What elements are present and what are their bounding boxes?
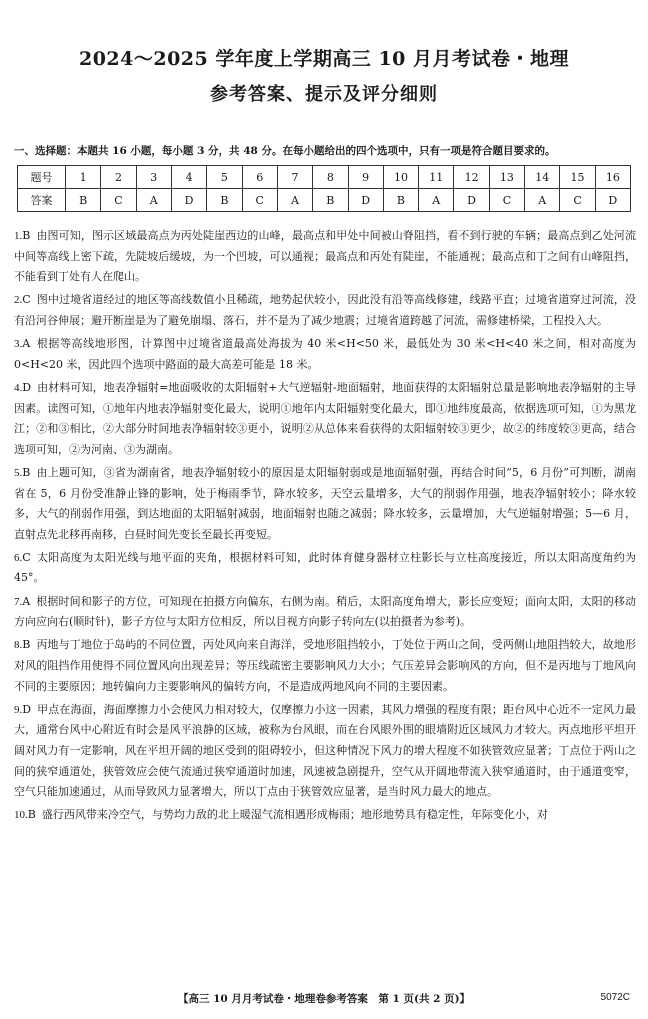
explanation-list — [14, 226, 636, 829]
explanation-item — [14, 290, 636, 331]
table-cell-answer: B — [207, 189, 242, 212]
explanation-item — [14, 635, 636, 697]
item-number: 3. — [14, 338, 23, 351]
item-number: 5. — [14, 466, 23, 479]
section-instruction: 一、选择题：本题共 16 小题，每小题 3 分，共 48 分。在每小题给出的四个选项中，只有一项是符合题目要求的。 — [14, 145, 556, 157]
item-answer: D — [22, 702, 32, 716]
item-text: 甲点在海面，海面摩擦力小会使风力相对较大，仅摩擦力小这一因素，其风力增强的程度有限；距台风中心近不一定风力最大，通常台风中心附近有时会是风平浪静的区域，被称为台风眼，而在台风眼外围的眼墙附近区域风力才较大。丙点地形平坦开阔对风力有一定影响，风在平坦开阔的地区受到的阻碍较小，但这种情况下风力的增大程度不如狭管效应显著；丁点位于两山之间的狭窄通道处，狭管效应会使气流通过狭窄通道时加速，风速被急剧提升，空气从开阔地带流入狭窄通道时，由于通道变窄，空气只能加速通过，从而导致风力显著增大，所以丁点由于狭管效应显著，是当时风力最大的地点。 — [14, 702, 636, 799]
item-answer: A — [22, 594, 31, 608]
explanation-item — [14, 334, 636, 375]
item-answer: A — [22, 337, 31, 351]
page-title: 2024～2025 学年度上学期高三 10 月月考试卷・地理 — [78, 48, 570, 70]
item-text: 太阳高度为太阳光线与地平面的夹角，根据材料可知，此时体育健身器材立柱影长与立柱高度接近，所以太阳高度角约为 45°。 — [14, 550, 636, 585]
table-cell-number: 15 — [560, 166, 595, 189]
table-cell-answer: A — [419, 189, 454, 212]
item-answer: B — [22, 229, 31, 242]
table-cell-number: 16 — [595, 166, 630, 189]
table-cell-number: 2 — [101, 166, 136, 189]
table-cell-number: 6 — [242, 166, 277, 189]
item-answer: B — [22, 465, 31, 479]
table-cell-answer: B — [313, 189, 348, 212]
table-cell-number: 4 — [171, 166, 206, 189]
item-number: 4. — [14, 381, 23, 394]
table-cell-answer: B — [383, 189, 418, 212]
table-cell-answer: A — [136, 189, 171, 212]
item-number: 1. — [14, 230, 23, 242]
item-text: 由图可知，图示区域最高点为丙处陡崖西边的山峰，最高点和甲处中间被山脊阻挡，看不到行驶的车辆；最高点到乙处河流中间等高线上密下疏，先陡坡后缓坡，为一个凹坡，可以通视；最高点和丙处有陡崖，不能通视；最高点和丁之间有山峰阻挡，不能看到丁处有人在爬山。 — [14, 229, 636, 284]
answer-table-number-row — [18, 166, 631, 189]
table-cell-answer: D — [171, 189, 206, 212]
table-cell-answer: C — [101, 189, 136, 212]
table-cell-number: 10 — [383, 166, 418, 189]
item-number: 2. — [14, 294, 23, 307]
item-answer: B — [27, 808, 36, 822]
explanation-item — [14, 700, 636, 803]
explanation-item — [14, 378, 636, 460]
item-number: 9. — [14, 703, 23, 716]
item-number: 8. — [14, 639, 23, 652]
table-cell-number: 8 — [313, 166, 348, 189]
table-cell-answer: D — [454, 189, 489, 212]
table-cell-number: 1 — [66, 166, 101, 189]
answer-table — [17, 165, 631, 212]
row-label-answer: 答案 — [18, 189, 66, 212]
item-text: 盛行西风带来冷空气，与势均力敌的北上暖湿气流相遇形成梅雨；地形地势具有稳定性，年际变化小，对 — [41, 808, 548, 822]
table-cell-answer: D — [348, 189, 383, 212]
document-code: 5072C — [600, 992, 630, 1003]
item-text: 由上题可知，③省为湖南省，地表净辐射较小的原因是太阳辐射弱或是地面辐射强，再结合时间“5，6 月份”可判断，湖南省在 5，6 月份受准静止锋的影响，处于梅雨季节，降水较多，天空云量增多，大气的削弱作用强，地表净辐射较小；降水较多，大气的削弱作用强，到达地面的太阳辐射减弱，地面辐射也随之减弱；降水较多，云量增加，大气逆辐射增强；5—6 月，直射点先北移再南移，白昼时间先变长至最长再变短。 — [14, 465, 636, 541]
item-text: 根据时间和影子的方位，可知现在拍摄方向偏东，右侧为南。稍后，太阳高度角增大，影长应变短；面向太阳，太阳的移动方向应向右(顺时针)，影子方位与太阳方位相反，所以目视方向影子转向左(以拍摄者为参考)。 — [14, 594, 636, 629]
table-cell-number: 12 — [454, 166, 489, 189]
table-cell-answer: A — [277, 189, 312, 212]
table-cell-number: 3 — [136, 166, 171, 189]
table-cell-number: 7 — [277, 166, 312, 189]
item-answer: B — [22, 638, 31, 652]
item-answer: C — [22, 293, 31, 307]
table-cell-number: 14 — [525, 166, 560, 189]
explanation-item — [14, 226, 636, 288]
item-answer: D — [22, 380, 32, 394]
answer-table-answer-row — [18, 189, 631, 212]
item-number: 10. — [14, 809, 28, 822]
table-cell-answer: C — [242, 189, 277, 212]
item-text: 由材料可知，地表净辐射=地面吸收的太阳辐射+大气逆辐射-地面辐射，地面获得的太阳辐射总量是影响地表净辐射的主导因素。读图可知，①地年内地表净辐射变化最大，说明①地年内太阳辐射变化最大，即①地纬度最高，依据选项可知，①为黑龙江；②和③相比，②大部分时间地表净辐射较③更小，说明②从总体来看获得的太阳辐射较③更少，故②的纬度较③更高，结合选项可知，②为河南、③为湖南。 — [14, 380, 636, 456]
table-cell-answer: B — [66, 189, 101, 212]
item-text: 根据等高线地形图，计算图中过境省道最高处海拔为 40 米<H<50 米，最低处为 30 米<H<40 米之间，相对高度为 0<H<20 米，因此四个选项中路面的最大高差可能是 18 米。 — [14, 337, 636, 371]
table-cell-number: 5 — [207, 166, 242, 189]
explanation-item — [14, 548, 636, 589]
table-cell-answer: A — [525, 189, 560, 212]
page-subtitle: 参考答案、提示及评分细则 — [210, 84, 438, 105]
table-cell-answer: C — [560, 189, 595, 212]
item-number: 6. — [14, 551, 23, 564]
table-cell-answer: C — [489, 189, 524, 212]
item-answer: C — [22, 550, 31, 564]
page-footer: 【高三 10 月月考试卷・地理卷参考答案 第 1 页(共 2 页)】 — [177, 993, 471, 1005]
explanation-item — [14, 592, 636, 633]
explanation-item — [14, 805, 636, 826]
row-label-number: 题号 — [18, 166, 66, 189]
table-cell-number: 11 — [419, 166, 454, 189]
item-text: 丙地与丁地位于岛屿的不同位置，丙处风向来自海洋，受地形阻挡较小，丁处位于两山之间，受两侧山地阻挡较大，故地形对风的阻挡作用使得不同位置风向出现差异；等压线疏密主要影响风力大小；气压差异会影响风的方向，但不是丙地与丁地风向不同的主要原因；地转偏向力主要影响风的偏转方向，不是造成两地风向不同的主要因素。 — [14, 638, 636, 693]
table-cell-answer: D — [595, 189, 630, 212]
item-text: 图中过境省道经过的地区等高线数值小且稀疏，地势起伏较小，因此没有沿等高线修建，线路平直；过境省道穿过河流，没有沿河谷伸展；避开断崖是为了避免崩塌、落石，并不是为了减少地震；过境省道跨越了河流，需修建桥梁，工程投入大。 — [14, 293, 636, 327]
table-cell-number: 13 — [489, 166, 524, 189]
item-number: 7. — [14, 595, 23, 608]
table-cell-number: 9 — [348, 166, 383, 189]
explanation-item — [14, 463, 636, 545]
